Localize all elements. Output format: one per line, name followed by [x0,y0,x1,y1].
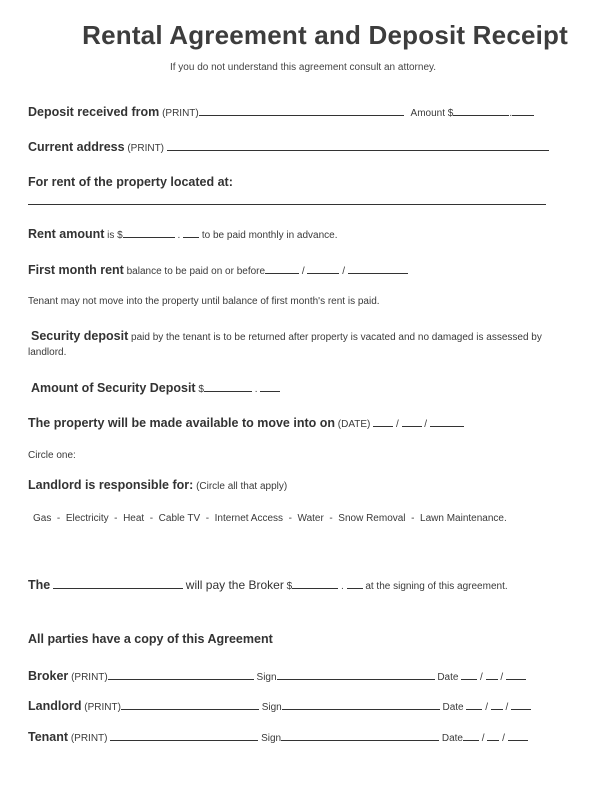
date-slash: / [502,733,505,744]
utility-item[interactable]: Water [297,513,324,524]
landlord-signature-field[interactable] [282,698,440,710]
property-row [28,175,233,191]
landlord-date-year[interactable] [511,698,531,710]
separator: - [411,513,415,524]
rent-is-text: is $ [107,230,123,241]
date-slash: / [500,672,504,683]
separator: - [329,513,333,524]
date-slash: / [301,266,305,277]
sign-label: Sign [256,672,277,683]
document-subtitle: If you do not understand this agreement consult an attorney. [169,62,437,73]
copies-row [28,632,273,648]
first-month-date-month[interactable] [265,262,299,274]
landlord-date-day[interactable] [491,698,503,710]
print-note: (PRINT) [70,733,108,744]
property-label: For rent of the property located at: [28,175,233,189]
separator: - [56,513,61,524]
deposit-dollars-field[interactable] [453,104,509,116]
security-text-cont: landlord. [28,347,67,358]
depositor-name-field[interactable] [199,104,404,116]
available-date-note: (DATE) [337,419,371,430]
broker-date-day[interactable] [486,668,498,680]
first-month-date-day[interactable] [307,262,339,274]
utilities-list [33,512,507,526]
broker-dollars-field[interactable] [292,577,338,589]
decimal-point: . [509,108,513,119]
available-row [28,415,464,432]
date-slash: / [505,702,509,713]
separator: - [149,513,154,524]
amount-security-dollar: $ [198,384,204,395]
broker-pay-text: will pay the Broker [185,578,284,592]
available-year-field[interactable] [430,415,464,427]
current-address-row [28,139,549,156]
utility-item[interactable]: Heat [123,513,145,524]
broker-date-month[interactable] [461,668,477,680]
date-slash: / [395,419,399,430]
broker-cents-field[interactable] [347,577,363,589]
first-month-label: First month rent [28,263,124,277]
available-day-field[interactable] [402,415,422,427]
address-print-note: (PRINT) [127,143,165,154]
security-dollars-field[interactable] [204,380,252,392]
amount-label: Amount $ [410,108,454,119]
utility-item[interactable]: Cable TV [158,513,201,524]
date-slash: / [424,419,428,430]
security-text: paid by the tenant is to be returned after property is vacated and no damaged is assessed by [131,332,542,343]
rent-label: Rent amount [28,227,105,241]
signature-row-tenant [28,729,528,746]
broker-dollar: $ [286,581,293,592]
deposit-print-note: (PRINT) [162,108,199,119]
amount-security-row [31,380,280,397]
date-label: Date [441,733,463,744]
separator: - [114,513,118,524]
rent-amount-row [28,226,338,243]
broker-suffix: at the signing of this agreement. [365,581,508,592]
separator: - [288,513,292,524]
rent-decimal: . [177,230,181,241]
signature-row-landlord [28,698,531,715]
first-month-date-year[interactable] [348,262,408,274]
available-month-field[interactable] [373,415,393,427]
landlord-resp-label: Landlord is responsible for: [28,478,194,492]
property-address-field[interactable] [28,204,546,205]
signature-row-broker [28,668,526,685]
utility-item[interactable]: Electricity [65,513,109,524]
payer-field[interactable] [53,577,183,589]
utility-item[interactable]: Gas [33,513,52,524]
security-decimal: . [254,384,258,395]
security-deposit-row [31,329,542,345]
copies-label: All parties have a copy of this Agreement [28,632,273,646]
tenant-date-day[interactable] [487,729,499,741]
tenant-date-year[interactable] [508,729,528,741]
security-label: Security deposit [31,329,129,343]
landlord-name-field[interactable] [121,698,259,710]
tenant-signature-field[interactable] [281,729,439,741]
address-label: Current address [28,140,125,154]
tenant-name-field[interactable] [110,729,258,741]
date-slash: / [342,266,345,277]
print-note: (PRINT) [84,702,121,713]
broker-decimal: . [340,581,344,592]
first-month-row [28,262,408,279]
document-title: Rental Agreement and Deposit Receipt [82,20,568,50]
landlord-resp-note: (Circle all that apply) [196,481,288,492]
utility-item[interactable]: Lawn Maintenance. [420,513,507,524]
date-slash: / [485,702,488,713]
role-label: Tenant [28,730,69,744]
broker-payment-row [28,577,508,594]
rent-suffix: to be paid monthly in advance. [201,230,338,241]
deposit-label: Deposit received from [28,105,160,119]
role-label: Landlord [28,699,82,713]
circle-one: Circle one: [28,450,76,461]
rent-cents-field[interactable] [183,226,199,238]
tenant-note: Tenant may not move into the property until balance of first month's rent is paid. [28,296,380,307]
sign-label: Sign [261,702,282,713]
sign-label: Sign [261,733,282,744]
date-slash: / [481,733,485,744]
print-note: (PRINT) [71,672,108,683]
deposit-received-row [28,104,534,121]
the-label: The [28,578,51,592]
security-cents-field[interactable] [260,380,280,392]
broker-name-field[interactable] [108,668,254,680]
first-month-text: balance to be paid on or before [126,266,266,277]
date-label: Date [442,702,464,713]
rent-dollars-field[interactable] [123,226,175,238]
landlord-date-month[interactable] [466,698,482,710]
utility-item[interactable]: Internet Access [214,513,284,524]
date-slash: / [480,672,483,683]
landlord-responsible-row [28,478,287,494]
broker-signature-field[interactable] [277,668,435,680]
tenant-date-month[interactable] [463,729,479,741]
deposit-cents-field[interactable] [512,104,534,116]
date-label: Date [437,672,459,683]
role-label: Broker [28,669,69,683]
broker-date-year[interactable] [506,668,526,680]
address-field[interactable] [167,139,549,151]
amount-security-label: Amount of Security Deposit [31,381,196,395]
available-label: The property will be made available to move into on [28,416,336,430]
separator: - [205,513,210,524]
utility-item[interactable]: Snow Removal [338,513,406,524]
